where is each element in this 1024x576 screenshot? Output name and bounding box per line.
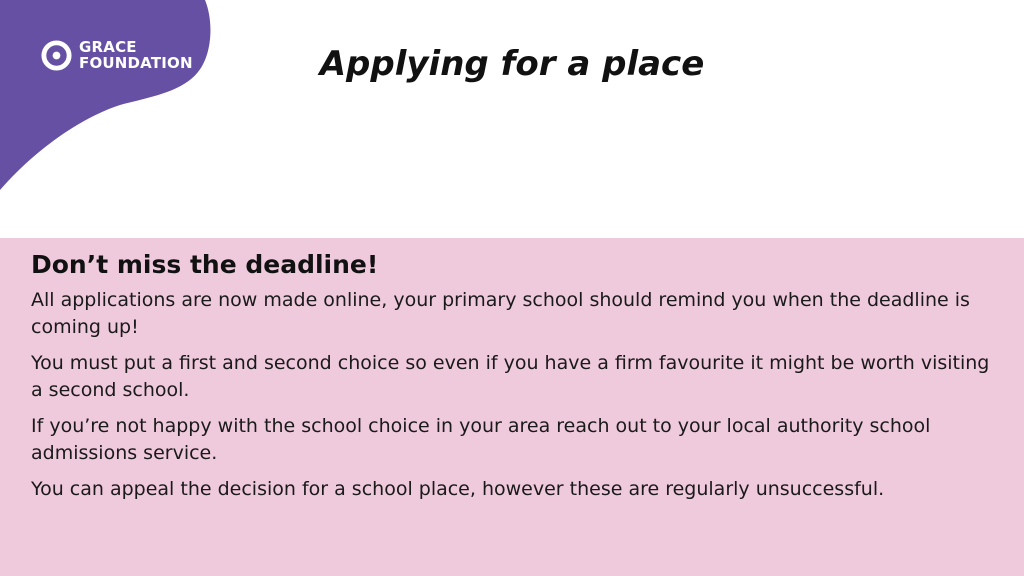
logo-line-1: GRACE: [79, 38, 137, 56]
corner-blob-decoration: [0, 0, 215, 195]
info-panel-content: [31, 250, 1006, 512]
paragraph-local-authority: If you’re not happy with the school choice in your area reach out to your local authority school admissions service.: [31, 415, 931, 464]
info-panel: [0, 238, 1024, 576]
logo-line-2: FOUNDATION: [79, 54, 193, 72]
panel-heading: Don’t miss the deadline!: [31, 250, 379, 279]
paragraph-choices: You must put a first and second choice so even if you have a firm favourite it might be worth visiting a second school.: [31, 352, 990, 401]
paragraph-appeal: You can appeal the decision for a school place, however these are regularly unsuccessful.: [31, 478, 885, 500]
paragraph-online-applications: All applications are now made online, your primary school should remind you when the deadline is coming up!: [31, 289, 970, 338]
page-title: Applying for a place: [319, 44, 705, 84]
